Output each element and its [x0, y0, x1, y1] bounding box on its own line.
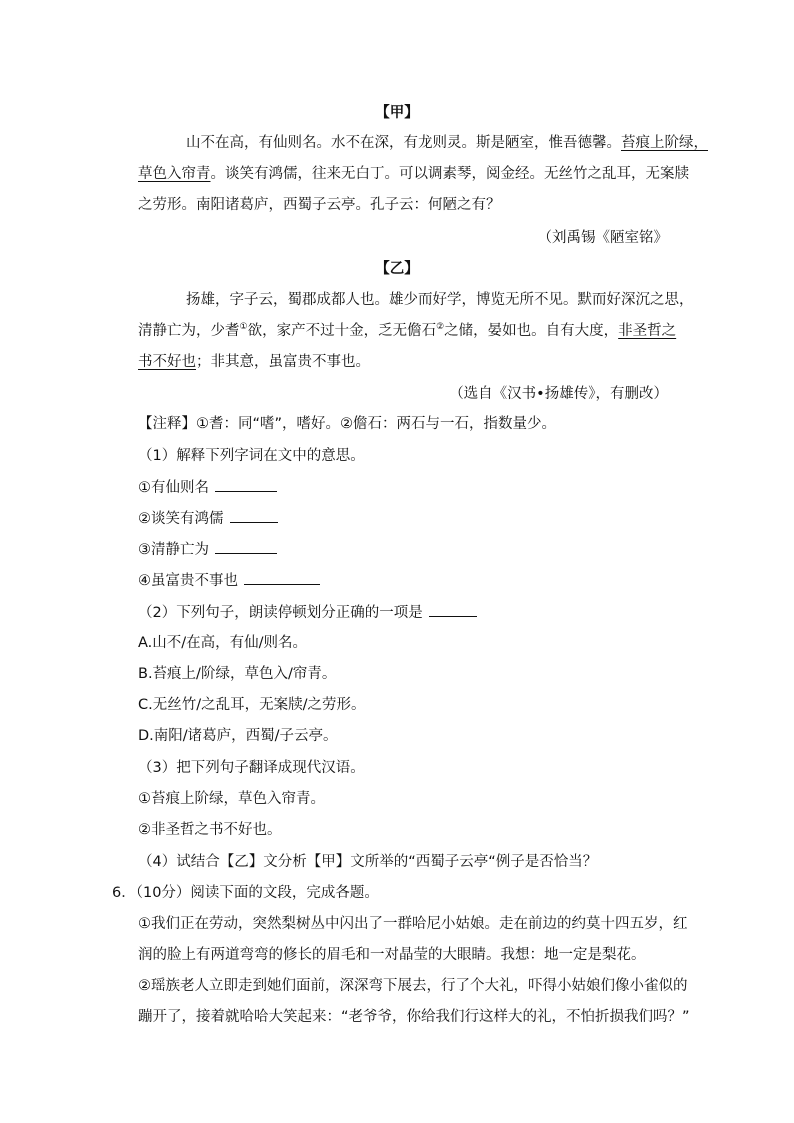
question-1-item-text: ③清静亡为 — [138, 542, 209, 558]
section-header-jia: 【甲】 — [375, 105, 419, 121]
answer-blank[interactable] — [230, 508, 278, 523]
footnote-marker-2: ② — [436, 322, 445, 333]
section-header-yi: 【乙】 — [375, 261, 419, 277]
question-3-prompt: （3）把下列句子翻译成现代汉语。 — [138, 760, 365, 776]
passage-6-para-1-line-1: ①我们正在劳动，突然梨树丛中闪出了一群哈尼小姑娘。走在前边的约莫十四五岁，红 — [138, 916, 688, 932]
question-1-item — [138, 508, 278, 529]
yi-underlined-1: 非圣哲之 — [618, 323, 677, 339]
question-6-title: 6．（10分）阅读下面的文段，完成各题。 — [112, 885, 379, 901]
annotation-note: 【注释】①耆：同“嗜”，嗜好。②儋石：两石与一石，指数量少。 — [138, 416, 557, 432]
question-1-item — [138, 477, 277, 498]
yi-line-3-text: ；非其意，虽富贵不事也。 — [196, 354, 370, 370]
footnote-marker-1: ① — [239, 322, 248, 333]
question-2-option-b: B.苔痕上/阶绿，草色入/帘青。 — [138, 666, 337, 682]
jia-line-2 — [138, 164, 689, 184]
question-2-prompt — [138, 602, 477, 623]
question-1-prompt: （1）解释下列字词在文中的意思。 — [138, 448, 365, 464]
answer-blank[interactable] — [244, 570, 320, 585]
question-2-option-c: C.无丝竹/之乱耳，无案牍/之劳形。 — [138, 697, 366, 713]
yi-line-2-a: 清静亡为，少耆 — [138, 323, 240, 339]
question-1-item — [138, 539, 277, 560]
jia-line-2-text: 。谈笑有鸿儒，往来无白丁。可以调素琴，阅金经。无丝竹之乱耳，无案牍 — [210, 166, 689, 182]
question-2-prompt-text: （2）下列句子，朗读停顿划分正确的一项是 — [138, 605, 423, 621]
question-3-item: ①苔痕上阶绿，草色入帘青。 — [138, 791, 325, 807]
jia-underlined-2: 草色入帘青 — [138, 166, 211, 182]
question-1-item — [138, 570, 320, 591]
yi-source: （选自《汉书•扬雄传》，有删改） — [449, 386, 668, 402]
answer-blank[interactable] — [215, 539, 277, 554]
question-1-item-text: ④虽富贵不事也 — [138, 573, 238, 589]
yi-line-2 — [138, 321, 676, 341]
question-2-option-a: A.山不/在高，有仙/则名。 — [138, 635, 308, 651]
yi-underlined-2: 书不好也 — [138, 354, 196, 370]
passage-6-para-2-line-1: ②瑶族老人立即走到她们面前，深深弯下展去，行了个大礼，吓得小姑娘们像小雀似的 — [138, 978, 688, 994]
question-1-item-text: ②谈笑有鸿儒 — [138, 511, 224, 527]
answer-blank[interactable] — [215, 477, 277, 492]
jia-line-1-text: 山不在高，有仙则名。水不在深，有龙则灵。斯是陋室，惟吾德馨。 — [186, 135, 621, 151]
jia-line-3: 之劳形。南阳诸葛庐，西蜀子云亭。孔子云：何陋之有？ — [138, 197, 501, 213]
jia-underlined-1: 苔痕上阶绿， — [621, 135, 708, 151]
passage-6-para-2-line-2: 蹦开了，接着就哈哈大笑起来：“老爷爷，你给我们行这样大的礼，不怕折损我们吗？” — [138, 1009, 690, 1025]
question-2-option-d: D.南阳/诸葛庐，西蜀/子云亭。 — [138, 728, 338, 744]
question-3-item: ②非圣哲之书不好也。 — [138, 822, 282, 838]
yi-line-2-c: 之储，晏如也。自有大度， — [444, 323, 619, 339]
jia-source: （刘禹锡《陋室铭》 — [537, 230, 668, 246]
answer-blank[interactable] — [429, 602, 477, 617]
jia-line-1 — [186, 133, 708, 153]
question-1-item-text: ①有仙则名 — [138, 480, 209, 496]
question-4-prompt: （4）试结合【乙】文分析【甲】文所举的“西蜀子云亭“例子是否恰当？ — [138, 854, 598, 870]
yi-line-3 — [138, 352, 370, 372]
yi-line-1: 扬雄，字子云，蜀郡成都人也。雄少而好学，博览无所不见。默而好深沉之思， — [186, 292, 694, 308]
passage-6-para-1-line-2: 润的脸上有两道弯弯的修长的眉毛和一对晶莹的大眼睛。我想：地一定是梨花。 — [138, 947, 646, 963]
yi-line-2-b: 欲，家产不过十金，乏无儋石 — [247, 323, 437, 339]
